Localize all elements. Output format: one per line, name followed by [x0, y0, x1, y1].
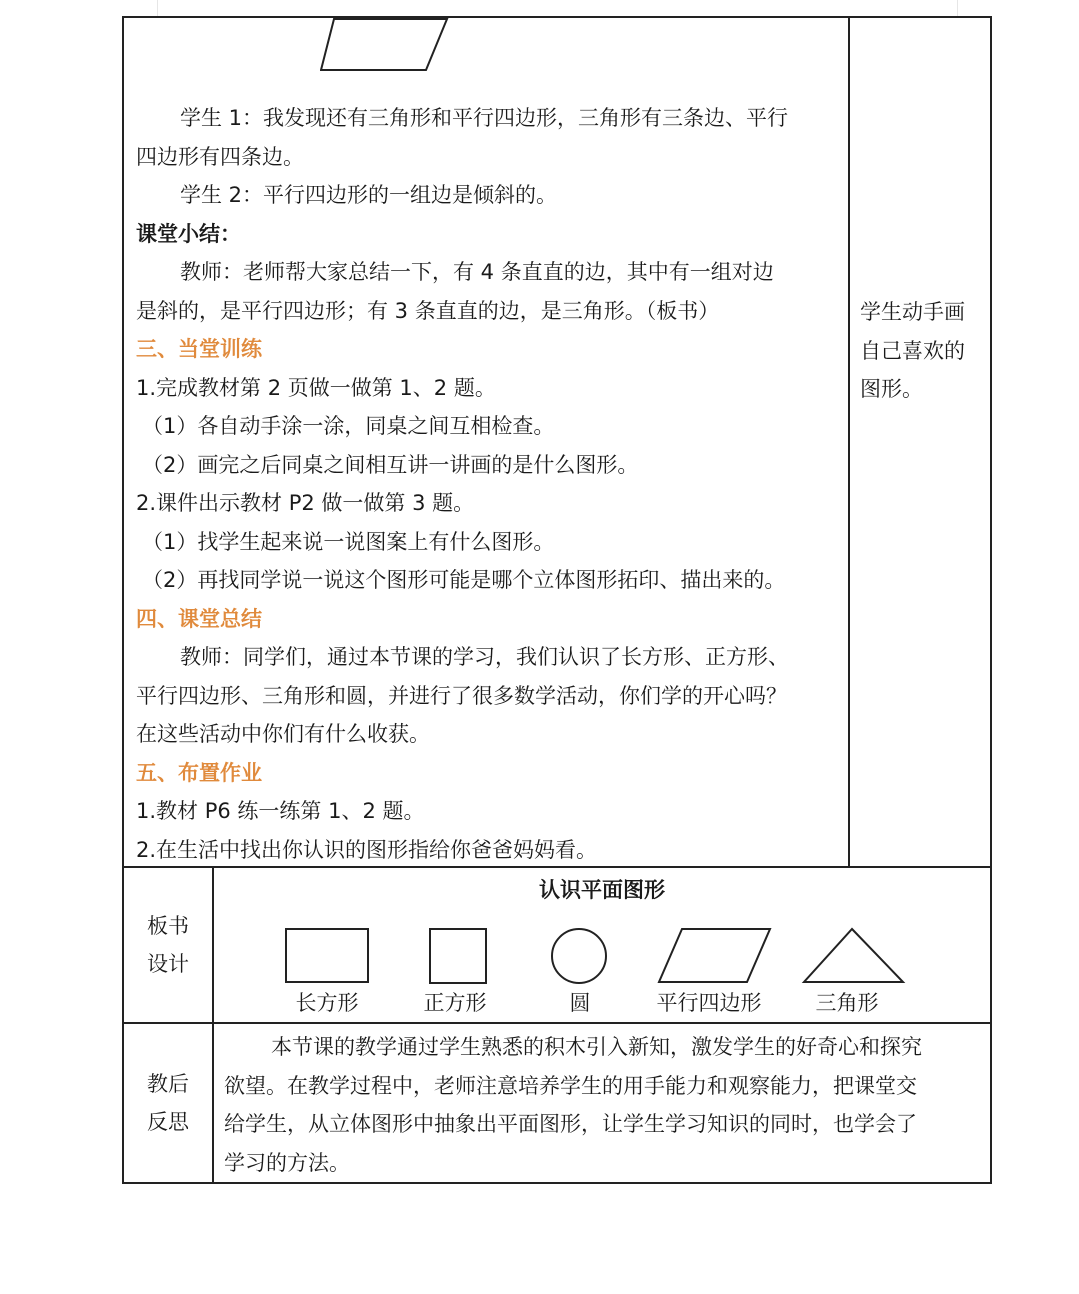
reflection-line-4: 学习的方法。	[224, 1150, 350, 1175]
page-edge-left	[157, 0, 158, 16]
conclusion-line-2: 平行四边形、三角形和圆，并进行了很多数学活动，你们学的开心吗？	[136, 684, 787, 708]
homework-item-1: 1.教材 P6 练一练第 1、2 题。	[136, 799, 425, 823]
reflection-label-line-2: 反思	[147, 1110, 189, 1134]
board-label-line-1: 板书	[147, 913, 189, 938]
reflection-line-1: 本节课的教学通过学生熟悉的积木引入新知，激发学生的好奇心和探究	[271, 1035, 922, 1059]
reflection-row	[123, 1023, 991, 1183]
rectangle-label: 长方形	[295, 991, 359, 1015]
practice-item-1: 1.完成教材第 2 页做一做第 1、2 题。	[136, 376, 496, 400]
circle-label: 圆	[569, 991, 591, 1015]
conclusion-line-1: 教师：同学们，通过本节课的学习，我们认识了长方形、正方形、	[180, 645, 789, 669]
practice-item-1-sub-1: （1）各自动手涂一涂，同桌之间互相检查。	[142, 414, 555, 438]
parallelogram-figure	[320, 18, 450, 74]
board-label-cell	[123, 867, 213, 1023]
practice-item-2: 2.课件出示教材 P2 做一做第 3 题。	[136, 491, 475, 515]
conclusion-line-3: 在这些活动中你们有什么收获。	[136, 722, 430, 746]
practice-item-1-sub-2: （2）画完之后同桌之间相互讲一讲画的是什么图形。	[142, 453, 639, 477]
student-2-line: 学生 2：平行四边形的一组边是倾斜的。	[180, 183, 558, 207]
board-shapes	[214, 904, 988, 1016]
rectangle-shape	[286, 929, 368, 982]
summary-heading: 课堂小结：	[136, 222, 241, 246]
practice-item-2-sub-1: （1）找学生起来说一说图案上有什么图形。	[142, 530, 555, 554]
side-note-line-2: 自己喜欢的	[860, 338, 965, 363]
board-title: 认识平面图形	[539, 878, 665, 902]
section-heading-practice: 三、当堂训练	[136, 337, 262, 361]
process-row	[123, 17, 991, 867]
side-note-line-1: 学生动手画	[860, 300, 965, 324]
student-1-line-2: 四边形有四条边。	[136, 145, 304, 169]
section-heading-conclusion: 四、课堂总结	[136, 607, 262, 631]
student-1-line-1: 学生 1：我发现还有三角形和平行四边形，三角形有三条边、平行	[180, 106, 789, 130]
circle-shape	[552, 929, 606, 983]
board-design-row	[123, 867, 991, 1023]
square-label: 正方形	[423, 991, 487, 1015]
board-label-line-2: 设计	[147, 952, 189, 976]
lesson-plan-table	[122, 16, 992, 1184]
reflection-line-2: 欲望。在教学过程中，老师注意培养学生的用手能力和观察能力，把课堂交	[224, 1073, 917, 1098]
reflection-label-cell	[123, 1023, 213, 1183]
teacher-summary-line-1: 教师：老师帮大家总结一下，有 4 条直直的边，其中有一组对边	[180, 260, 774, 284]
side-note-cell	[849, 17, 991, 867]
triangle-label: 三角形	[815, 991, 879, 1015]
teacher-summary-line-2: 是斜的，是平行四边形；有 3 条直直的边，是三角形。（板书）	[136, 299, 720, 323]
reflection-content-cell	[213, 1023, 991, 1183]
page-edge-right	[957, 0, 958, 16]
parallelogram-shape	[659, 929, 770, 982]
board-content-cell	[213, 867, 991, 1023]
process-content	[136, 18, 840, 866]
side-note-line-3: 图形。	[860, 377, 923, 401]
section-heading-homework: 五、布置作业	[136, 761, 262, 785]
practice-item-2-sub-2: （2）再找同学说一说这个图形可能是哪个立体图形拓印、描出来的。	[142, 568, 786, 592]
reflection-line-3: 给学生，从立体图形中抽象出平面图形，让学生学习知识的同时，也学会了	[224, 1112, 917, 1136]
square-shape	[430, 929, 486, 983]
parallelogram-label: 平行四边形	[656, 991, 762, 1015]
homework-item-2: 2.在生活中找出你认识的图形指给你爸爸妈妈看。	[136, 838, 598, 862]
process-cell	[123, 17, 849, 867]
triangle-shape	[804, 929, 903, 982]
reflection-label-line-1: 教后	[147, 1071, 189, 1096]
